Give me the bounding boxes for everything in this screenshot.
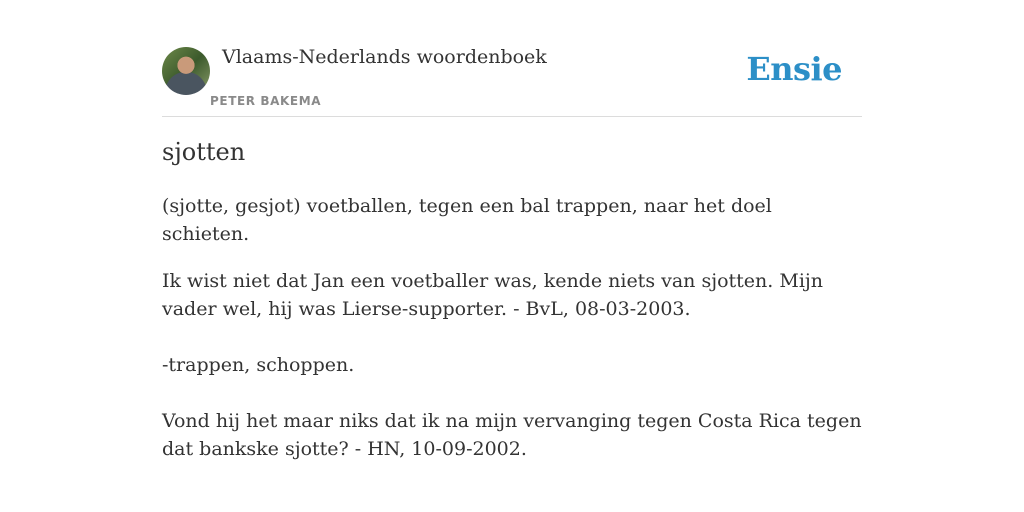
paragraph-gap: [162, 379, 862, 407]
author-avatar[interactable]: [162, 47, 210, 95]
dictionary-title[interactable]: Vlaams-Nederlands woordenboek: [222, 46, 547, 68]
page-header: [162, 38, 862, 117]
author-name[interactable]: PETER BAKEMA: [210, 94, 322, 108]
entry-body: [162, 192, 862, 463]
brand-logo[interactable]: Ensie: [746, 50, 842, 88]
entry-term: sjotten: [162, 138, 246, 166]
paragraph-gap: [162, 323, 862, 351]
entry-synonyms: -trappen, schoppen.: [162, 354, 355, 376]
entry-example: Vond hij het maar niks dat ik na mijn vervanging tegen Costa Rica tegen dat bankske sjotte? - HN, 10-09-2002.: [162, 410, 862, 460]
entry-example: Ik wist niet dat Jan een voetballer was, kende niets van sjotten. Mijn vader wel, hij was Lierse-supporter. - BvL, 08-03-2003.: [162, 270, 824, 320]
entry-definition: (sjotte, gesjot) voetballen, tegen een bal trappen, naar het doel schieten.: [162, 195, 772, 245]
